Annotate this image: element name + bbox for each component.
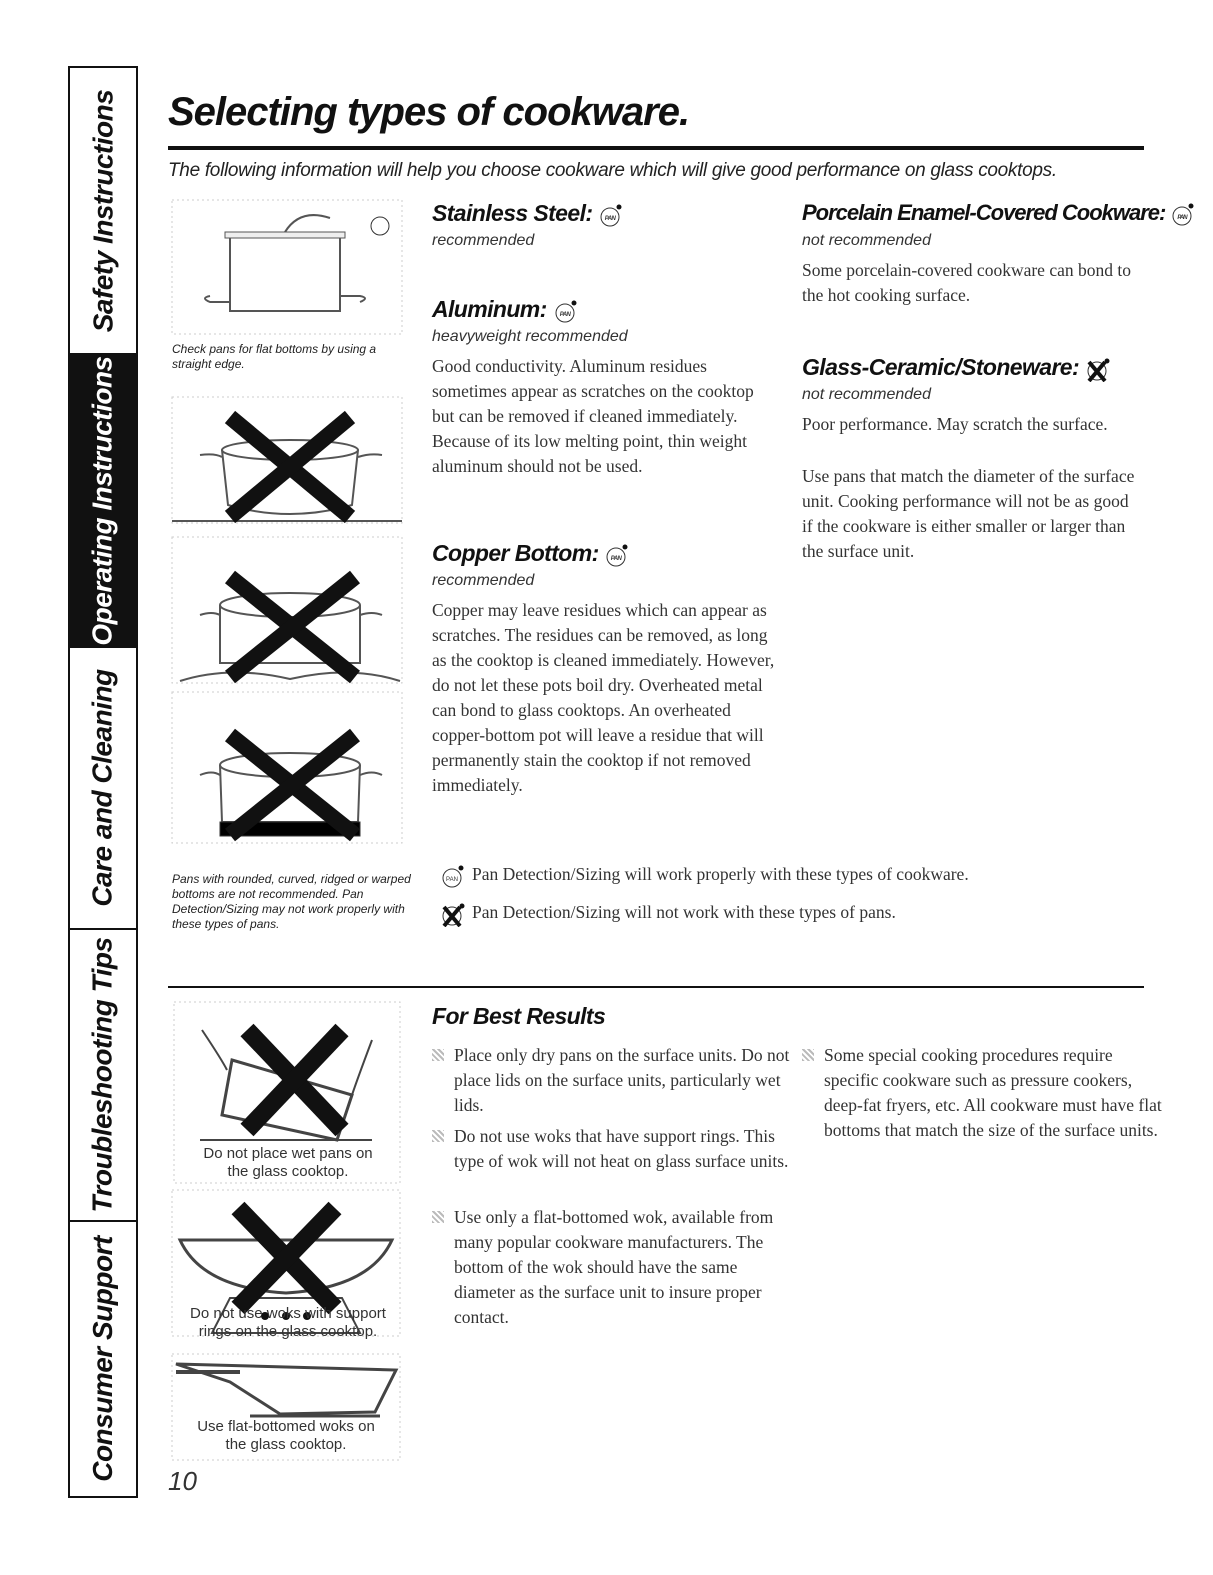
porcelain-title: Porcelain Enamel-Covered Cookware: bbox=[802, 200, 1166, 225]
glass-ceramic-sub: not recommended bbox=[802, 386, 931, 403]
section-rule bbox=[168, 986, 1144, 988]
legend-works bbox=[440, 862, 1140, 889]
tab-label: Operating Instructions bbox=[87, 355, 118, 646]
bullet-icon bbox=[432, 1130, 444, 1142]
pan-icon bbox=[440, 863, 466, 889]
page-number: 10 bbox=[168, 1466, 197, 1496]
ridged-bottom-pan-illustration bbox=[170, 690, 405, 845]
glass-ceramic-heading bbox=[802, 354, 1111, 382]
tab-consumer-support[interactable] bbox=[70, 1222, 136, 1496]
tab-troubleshooting-tips[interactable] bbox=[70, 930, 136, 1222]
pan-icon bbox=[598, 202, 624, 228]
porcelain-heading bbox=[802, 200, 1196, 227]
wok-rings-caption: Do not use woks with support rings on the glass cooktop. bbox=[190, 1305, 386, 1340]
svg-text:PAN: PAN bbox=[1177, 215, 1188, 222]
bullet-icon bbox=[432, 1211, 444, 1223]
rounded-bottoms-caption: Pans with rounded, curved, ridged or warped bottoms are not recommended. Pan Detection/Sizing may not work properly with these types of pans. bbox=[172, 872, 411, 931]
no-pan-icon bbox=[1085, 356, 1111, 382]
glass-ceramic-text-2: Use pans that match the diameter of the surface unit. Cooking performance will not be as good if the cookware is either smaller or larger than the surface unit. bbox=[802, 466, 1135, 561]
copper-bottom-title: Copper Bottom: bbox=[432, 540, 599, 566]
svg-text:PAN: PAN bbox=[605, 215, 616, 222]
glass-ceramic-title: Glass-Ceramic/Stoneware: bbox=[802, 354, 1080, 380]
section-tabs bbox=[68, 66, 138, 1498]
legend-not-works bbox=[440, 900, 1140, 927]
aluminum-heading bbox=[432, 296, 579, 324]
no-pan-icon bbox=[440, 901, 466, 927]
bullet-icon bbox=[432, 1049, 444, 1061]
svg-text:PAN: PAN bbox=[611, 555, 622, 562]
best-results-item: Some special cooking procedures require specific cookware such as pressure cookers, deep-fat fryers, etc. All cookware must have flat bottoms that match the size of the surface units. bbox=[802, 1043, 1164, 1143]
glass-ceramic-text-1: Poor performance. May scratch the surface. bbox=[802, 414, 1108, 434]
wet-pans-caption: Do not place wet pans on the glass cooktop. bbox=[203, 1145, 373, 1180]
porcelain-text: Some porcelain-covered cookware can bond to the hot cooking surface. bbox=[802, 260, 1131, 305]
tab-label: Safety Instructions bbox=[87, 89, 118, 332]
flat-wok-caption: Use flat-bottomed woks on the glass cooktop. bbox=[197, 1418, 375, 1453]
stainless-steel-heading bbox=[432, 200, 624, 228]
aluminum-title: Aluminum: bbox=[432, 296, 547, 322]
best-results-item: Use only a flat-bottomed wok, available from many popular cookware manufacturers. The bottom of the wok should have the same diameter as the surface unit to insure proper contact. bbox=[432, 1205, 799, 1330]
aluminum-sub: heavyweight recommended bbox=[432, 328, 628, 345]
page-title: Selecting types of cookware. bbox=[168, 90, 690, 134]
legend-not-works-text: Pan Detection/Sizing will not work with these types of pans. bbox=[472, 902, 896, 922]
curved-bottom-pan-illustration bbox=[170, 535, 405, 685]
best-results-heading: For Best Results bbox=[432, 1003, 606, 1029]
tab-safety-instructions[interactable] bbox=[70, 68, 136, 355]
legend-works-text: Pan Detection/Sizing will work properly with these types of cookware. bbox=[472, 864, 969, 884]
copper-bottom-heading bbox=[432, 540, 630, 568]
title-rule bbox=[168, 146, 1144, 150]
tab-label: Care and Cleaning bbox=[87, 669, 118, 907]
rounded-bottom-pan-illustration bbox=[170, 395, 405, 525]
straight-edge-caption: Check pans for flat bottoms by using a straight edge. bbox=[172, 342, 377, 371]
tab-label: Troubleshooting Tips bbox=[87, 937, 118, 1213]
pan-icon bbox=[604, 542, 630, 568]
svg-text:PAN: PAN bbox=[559, 311, 570, 318]
aluminum-text: Good conductivity. Aluminum residues sometimes appear as scratches on the cooktop but can be removed if cleaned immediately. Because of its low melting point, thin weight aluminum should not be used. bbox=[432, 356, 754, 476]
intro-text: The following information will help you choose cookware which will give good performance on glass cooktops. bbox=[168, 160, 1057, 181]
bullet-icon bbox=[802, 1049, 814, 1061]
best-results-item: Do not use woks that have support rings. This type of wok will not heat on glass surface units. bbox=[432, 1124, 799, 1174]
stainless-steel-title: Stainless Steel: bbox=[432, 200, 593, 226]
copper-bottom-sub: recommended bbox=[432, 572, 535, 589]
pan-icon bbox=[553, 298, 579, 324]
pan-icon bbox=[1170, 201, 1196, 227]
porcelain-sub: not recommended bbox=[802, 232, 931, 249]
tab-operating-instructions[interactable] bbox=[70, 355, 136, 648]
best-results-item: Place only dry pans on the surface units. Do not place lids on the surface units, particularly wet lids. bbox=[432, 1043, 799, 1118]
tab-label: Consumer Support bbox=[87, 1236, 118, 1482]
tab-care-and-cleaning[interactable] bbox=[70, 648, 136, 930]
straight-edge-pan-illustration bbox=[170, 198, 405, 338]
stainless-steel-sub: recommended bbox=[432, 232, 535, 249]
svg-text:PAN: PAN bbox=[446, 876, 458, 883]
copper-bottom-text: Copper may leave residues which can appear as scratches. The residues can be removed, as long as the cooktop is cleaned immediately. However, do not let these pots boil dry. Overheated metal can bond to glass cooktops. An overheated copper-bottom pot will leave a residue that will permanently stain the cooktop if not removed immediately. bbox=[432, 600, 775, 795]
